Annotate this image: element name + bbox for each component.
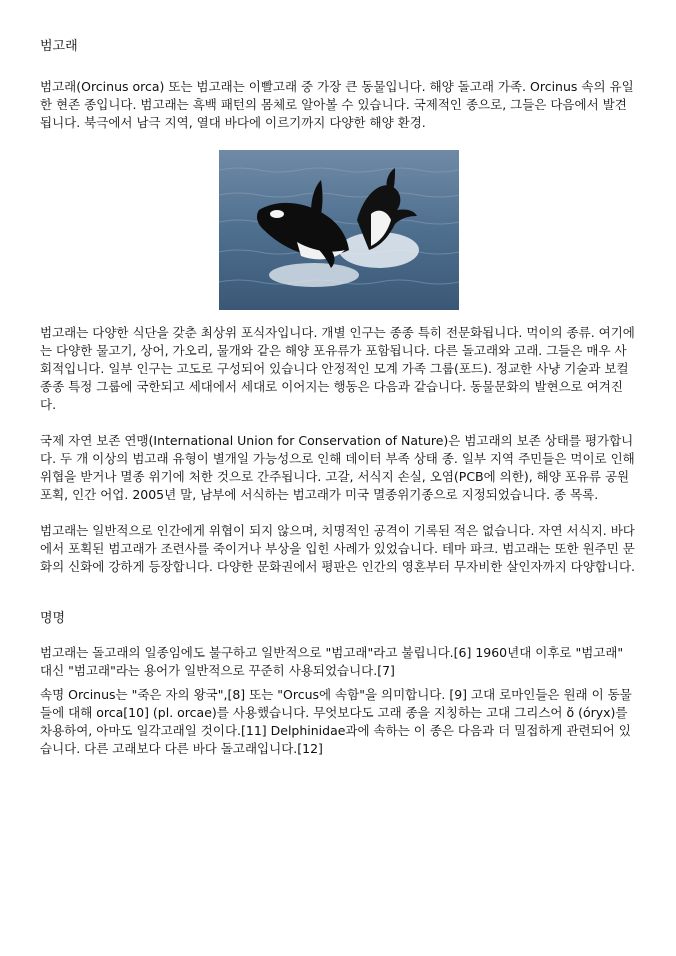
orca-image: [219, 150, 459, 310]
section-title-naming: 명명: [40, 611, 66, 626]
diet-paragraph: 범고래는 다양한 식단을 갖춘 최상위 포식자입니다. 개별 인구는 종종 특히 전문화됩니다. 먹이의 종류. 여기에는 다양한 물고기, 상어, 가오리, 물개와 같은 해양 포유류가 포함됩니다. 다른 돌고래와 고래. 그들은 매우 사회적입니다. 일부 인구는 고도로 구성되어 있습니다 안정적인 모계 가족 그룹(포드). 정교한 사냥 기술과 보컬 종종 특정 그룹에 국한되고 세대에서 세대로 이어지는 행동은 다음과 같습니다. 동물문화의 발현으로 여겨진다.: [40, 325, 635, 412]
naming-paragraph-2: 속명 Orcinus는 "죽은 자의 왕국",[8] 또는 "Orcus에 속함"을 의미합니다. [9] 고대 로마인들은 원래 이 동물들에 대해 orca[10] (pl. orcae)를 사용했습니다. 무엇보다도 고래 종을 지칭하는 고대 그리스어 ὄ (óryx)를 차용하여, 아마도 일각고래일 것이다.[11] Delphinidae과에 속하는 이 종은 다음과 더 밀접하게 관련되어 있습니다. 다른 고래보다 다른 바다 돌고래입니다.[12]: [40, 687, 632, 756]
page-title: 범고래: [40, 39, 78, 54]
human-relations-paragraph: 범고래는 일반적으로 인간에게 위협이 되지 않으며, 치명적인 공격이 기록된 적은 없습니다. 자연 서식지. 바다에서 포획된 범고래가 조련사를 죽이거나 부상을 입힌 사례가 있었습니다. 테마 파크. 범고래는 또한 원주민 문화의 신화에 강하게 등장합니다. 다양한 문화권에서 평판은 인간의 영혼부터 무자비한 살인자까지 다양합니다.: [40, 523, 636, 574]
intro-paragraph: 범고래(Orcinus orca) 또는 범고래는 이빨고래 중 가장 큰 동물입니다. 해양 돌고래 가족. Orcinus 속의 유일한 현존 종입니다. 범고래는 흑백 패턴의 몸체로 알아볼 수 있습니다. 국제적인 종으로, 그들은 다음에서 발견됩니다. 북극에서 남극 지역, 열대 바다에 이르기까지 다양한 해양 환경.: [40, 79, 634, 130]
naming-paragraph-1: 범고래는 돌고래의 일종임에도 불구하고 일반적으로 "범고래"라고 불립니다.[6] 1960년대 이후로 "범고래" 대신 "범고래"라는 용어가 일반적으로 꾸준히 사용되었습니다.[7]: [40, 645, 624, 678]
document-page: [40, 38, 638, 776]
conservation-paragraph: 국제 자연 보존 연맹(International Union for Conservation of Nature)은 범고래의 보존 상태를 평가합니다. 두 개 이상의 범고래 유형이 별개일 가능성으로 인해 데이터 부족 상태 종. 일부 지역 주민들은 먹이로 인해 위협을 받거나 멸종 위기에 처한 것으로 간주됩니다. 고갈, 서식지 손실, 오염(PCB에 의한), 해양 포유류 공원 포획, 인간 어업. 2005년 말, 남부에 서식하는 범고래가 미국 멸종위기종으로 지정되었습니다. 종 목록.: [40, 433, 635, 502]
orca-photo: [219, 150, 459, 310]
